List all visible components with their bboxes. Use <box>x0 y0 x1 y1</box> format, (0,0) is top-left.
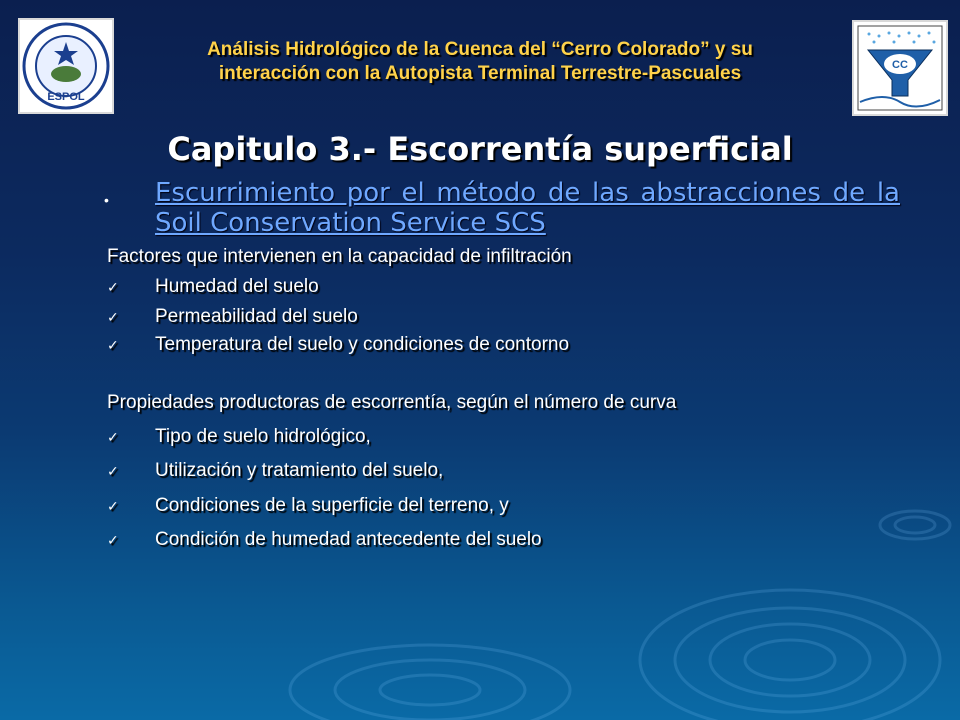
properties-item-text: Tipo de suelo hidrológico, <box>155 426 371 447</box>
check-icon: ✓ <box>107 497 119 514</box>
check-icon: ✓ <box>107 428 119 445</box>
funnel-logo-icon <box>854 22 946 114</box>
properties-item-text: Condición de humedad antecedente del suelo <box>155 529 542 550</box>
chapter-title: Capitulo 3.- Escorrentía superficial <box>167 130 793 168</box>
svg-text:ESPOL: ESPOL <box>47 91 85 103</box>
factors-heading: Factores que intervienen en la capacidad de infiltración <box>107 246 572 267</box>
check-icon: ✓ <box>107 462 119 479</box>
check-icon: ✓ <box>107 308 119 325</box>
factors-item-text: Permeabilidad del suelo <box>155 306 358 327</box>
factors-item <box>107 306 358 328</box>
factors-item <box>107 276 319 298</box>
properties-item <box>107 426 371 448</box>
espol-seal-icon <box>20 20 112 112</box>
scs-method-link[interactable]: Escurrimiento por el método de las abstracciones de la Soil Conservation Service SCS <box>155 178 900 238</box>
bullet-icon: • <box>104 192 109 208</box>
header-title-line-2: interacción con la Autopista Terminal Terrestre-Pascuales <box>218 63 742 84</box>
properties-item <box>107 529 542 551</box>
cc-logo <box>852 20 948 116</box>
check-icon: ✓ <box>107 278 119 295</box>
factors-item-text: Temperatura del suelo y condiciones de contorno <box>155 334 570 355</box>
factors-item <box>107 334 569 356</box>
properties-item-text: Condiciones de la superficie del terreno, y <box>155 495 509 516</box>
espol-logo <box>18 18 114 114</box>
header-title-line-1: Análisis Hidrológico de la Cuenca del “Cerro Colorado” y su <box>207 39 753 60</box>
header-title <box>120 38 840 86</box>
check-icon: ✓ <box>107 336 119 353</box>
properties-heading: Propiedades productoras de escorrentía, según el número de curva <box>107 392 677 413</box>
properties-item <box>107 495 509 517</box>
properties-item-text: Utilización y tratamiento del suelo, <box>155 460 444 481</box>
check-icon: ✓ <box>107 531 119 548</box>
factors-item-text: Humedad del suelo <box>155 276 319 297</box>
svg-text:CC: CC <box>892 59 908 71</box>
properties-item <box>107 460 443 482</box>
